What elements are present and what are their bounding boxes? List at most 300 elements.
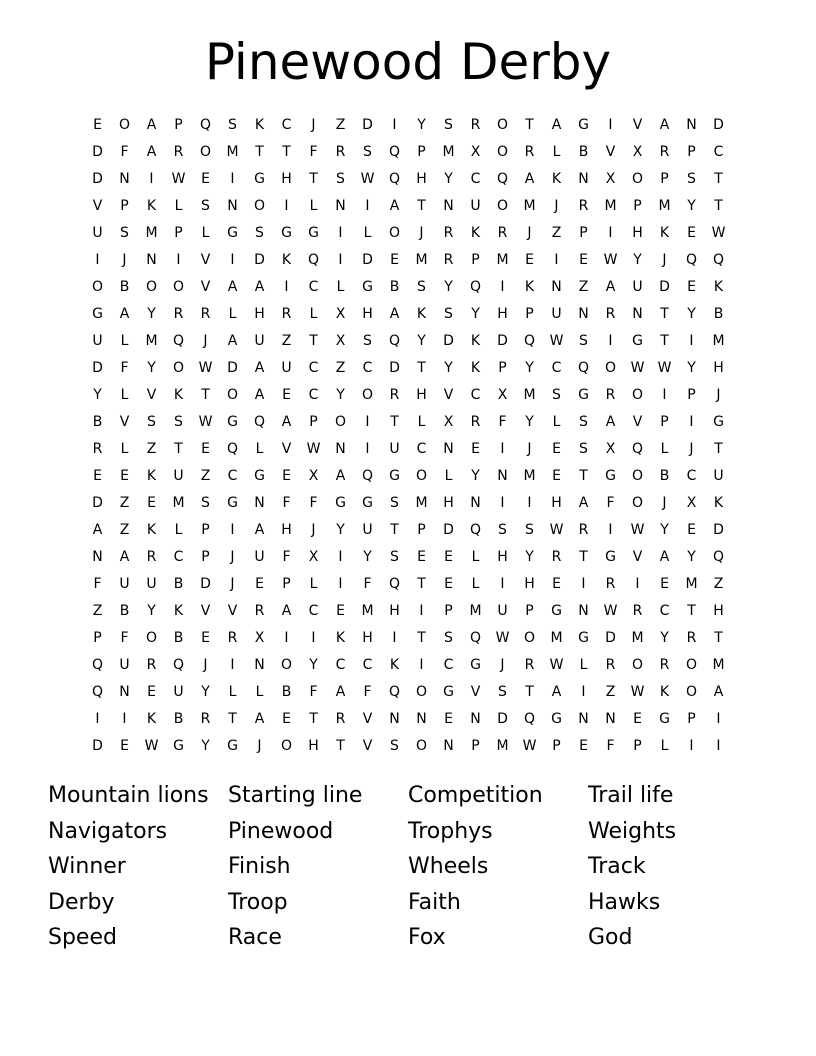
grid-letter: S	[201, 198, 210, 214]
grid-row	[84, 274, 732, 301]
grid-letter: Q	[226, 441, 239, 457]
grid-letter: U	[173, 468, 184, 484]
grid-letter: A	[254, 522, 265, 538]
grid-row	[84, 409, 732, 436]
grid-letter: M	[415, 495, 428, 511]
grid-letter: B	[713, 306, 724, 322]
grid-letter: H	[389, 603, 400, 619]
grid-letter: M	[658, 198, 671, 214]
grid-letter: O	[496, 117, 509, 133]
grid-letter: O	[145, 279, 158, 295]
word-list-item: Winner	[48, 854, 126, 879]
grid-letter: P	[201, 549, 210, 565]
grid-letter: Q	[469, 522, 482, 538]
grid-letter: J	[554, 198, 559, 214]
grid-letter: J	[203, 657, 208, 673]
grid-row	[84, 355, 732, 382]
grid-letter: R	[146, 549, 157, 565]
grid-letter: M	[145, 333, 158, 349]
grid-letter: M	[550, 630, 563, 646]
grid-letter: O	[631, 468, 644, 484]
grid-letter: T	[579, 549, 588, 565]
grid-letter: E	[201, 441, 210, 457]
grid-letter: A	[524, 171, 535, 187]
grid-letter: Q	[172, 657, 185, 673]
grid-letter: K	[173, 603, 184, 619]
grid-letter: Y	[660, 630, 669, 646]
grid-letter: Q	[253, 414, 266, 430]
grid-letter: I	[419, 603, 424, 619]
grid-letter: K	[551, 171, 562, 187]
grid-letter: J	[419, 225, 424, 241]
grid-letter: Y	[93, 387, 102, 403]
grid-letter: A	[254, 360, 265, 376]
grid-letter: I	[338, 549, 343, 565]
grid-letter: K	[146, 198, 157, 214]
grid-row	[84, 625, 732, 652]
grid-letter: G	[632, 333, 643, 349]
grid-letter: A	[146, 117, 157, 133]
grid-letter: W	[603, 252, 618, 268]
grid-letter: S	[417, 279, 426, 295]
grid-letter: W	[549, 657, 564, 673]
grid-row	[84, 706, 732, 733]
grid-row	[84, 382, 732, 409]
grid-letter: W	[630, 684, 645, 700]
grid-letter: G	[308, 225, 319, 241]
grid-letter: M	[442, 144, 455, 160]
grid-letter: N	[146, 252, 157, 268]
grid-letter: F	[93, 576, 102, 592]
grid-letter: J	[257, 738, 262, 754]
grid-letter: Y	[687, 198, 696, 214]
grid-letter: L	[660, 738, 669, 754]
word-list-item: Starting line	[228, 783, 363, 808]
grid-letter: Z	[551, 225, 562, 241]
grid-letter: C	[281, 117, 292, 133]
grid-letter: D	[443, 522, 454, 538]
grid-letter: G	[254, 468, 265, 484]
grid-letter: B	[173, 630, 184, 646]
grid-letter: Q	[577, 360, 590, 376]
grid-letter: T	[417, 576, 426, 592]
grid-letter: G	[713, 414, 724, 430]
grid-letter: Y	[201, 684, 210, 700]
grid-letter: J	[662, 495, 667, 511]
grid-letter: X	[335, 306, 346, 322]
grid-letter: L	[120, 387, 129, 403]
grid-letter: C	[308, 603, 319, 619]
grid-letter: K	[659, 225, 670, 241]
grid-letter: R	[281, 306, 292, 322]
grid-letter: D	[497, 711, 508, 727]
grid-letter: G	[659, 711, 670, 727]
page-title: Pinewood Derby	[204, 33, 612, 91]
grid-letter: S	[390, 495, 399, 511]
grid-letter: Y	[417, 333, 426, 349]
grid-letter: C	[713, 144, 724, 160]
grid-letter: K	[713, 279, 724, 295]
grid-letter: H	[551, 495, 562, 511]
grid-letter: S	[498, 684, 507, 700]
grid-letter: O	[334, 414, 347, 430]
grid-letter: X	[254, 630, 265, 646]
grid-letter: O	[415, 468, 428, 484]
grid-letter: C	[551, 360, 562, 376]
grid-letter: H	[443, 495, 454, 511]
grid-letter: Z	[92, 603, 103, 619]
grid-letter: X	[605, 441, 616, 457]
grid-letter: O	[226, 387, 239, 403]
grid-letter: G	[173, 738, 184, 754]
grid-letter: T	[336, 738, 345, 754]
grid-letter: X	[497, 387, 508, 403]
word-list-item: Trophys	[408, 818, 493, 844]
grid-letter: K	[335, 630, 346, 646]
grid-letter: E	[255, 576, 264, 592]
grid-letter: J	[230, 576, 235, 592]
grid-letter: W	[630, 360, 645, 376]
grid-letter: V	[632, 414, 643, 430]
grid-letter: D	[92, 360, 103, 376]
grid-letter: R	[335, 144, 346, 160]
grid-letter: N	[92, 549, 103, 565]
grid-letter: I	[284, 630, 289, 646]
grid-letter: Y	[444, 279, 453, 295]
grid-letter: T	[174, 441, 183, 457]
grid-letter: R	[173, 144, 184, 160]
grid-letter: D	[497, 333, 508, 349]
grid-letter: N	[389, 711, 400, 727]
grid-letter: G	[92, 306, 103, 322]
grid-letter: O	[145, 630, 158, 646]
grid-letter: S	[363, 144, 372, 160]
grid-letter: N	[551, 279, 562, 295]
grid-letter: D	[713, 522, 724, 538]
grid-letter: P	[633, 738, 642, 754]
grid-letter: Q	[631, 441, 644, 457]
grid-letter: Q	[388, 684, 401, 700]
grid-letter: A	[254, 279, 265, 295]
grid-letter: W	[630, 522, 645, 538]
grid-letter: Q	[91, 657, 104, 673]
grid-letter: F	[309, 684, 318, 700]
grid-letter: T	[714, 630, 723, 646]
grid-letter: L	[444, 468, 453, 484]
grid-letter: Y	[417, 117, 426, 133]
grid-letter: H	[362, 306, 373, 322]
word-list-item: Hawks	[588, 889, 661, 915]
word-list-item: Mountain lions	[48, 783, 209, 808]
grid-letter: G	[362, 495, 373, 511]
grid-letter: M	[361, 603, 374, 619]
grid-letter: D	[362, 252, 373, 268]
grid-letter: P	[444, 603, 453, 619]
grid-letter: Q	[388, 144, 401, 160]
grid-letter: H	[281, 522, 292, 538]
grid-letter: M	[415, 252, 428, 268]
grid-letter: P	[687, 144, 696, 160]
grid-letter: E	[579, 252, 588, 268]
grid-row	[84, 517, 732, 544]
grid-letter: U	[470, 198, 481, 214]
grid-letter: N	[497, 468, 508, 484]
grid-letter: Y	[147, 306, 156, 322]
grid-letter: W	[603, 603, 618, 619]
grid-letter: G	[227, 738, 238, 754]
grid-letter: O	[280, 738, 293, 754]
grid-letter: P	[417, 522, 426, 538]
grid-letter: J	[716, 387, 721, 403]
grid-letter: O	[604, 360, 617, 376]
grid-letter: R	[659, 657, 670, 673]
grid-letter: N	[632, 306, 643, 322]
grid-letter: B	[389, 279, 400, 295]
grid-letter: R	[227, 630, 238, 646]
grid-letter: K	[470, 360, 481, 376]
grid-letter: R	[632, 603, 643, 619]
grid-letter: Q	[712, 549, 725, 565]
grid-letter: N	[578, 711, 589, 727]
grid-letter: E	[552, 576, 561, 592]
grid-letter: S	[498, 522, 507, 538]
grid-letter: R	[200, 711, 211, 727]
grid-letter: I	[527, 495, 532, 511]
grid-letter: U	[551, 306, 562, 322]
grid-letter: R	[605, 306, 616, 322]
grid-letter: L	[471, 576, 480, 592]
grid-letter: G	[578, 387, 589, 403]
grid-letter: A	[227, 279, 238, 295]
grid-letter: P	[471, 252, 480, 268]
grid-letter: M	[145, 225, 158, 241]
grid-letter: H	[254, 306, 265, 322]
grid-row	[84, 463, 732, 490]
grid-letter: T	[309, 711, 318, 727]
grid-letter: C	[308, 387, 319, 403]
grid-letter: C	[173, 549, 184, 565]
word-list-item: Weights	[588, 818, 677, 844]
grid-letter: Q	[469, 630, 482, 646]
grid-letter: S	[579, 441, 588, 457]
grid-letter: V	[92, 198, 103, 214]
grid-letter: N	[578, 171, 589, 187]
grid-letter: G	[227, 495, 238, 511]
grid-letter: Y	[147, 603, 156, 619]
grid-letter: I	[419, 657, 424, 673]
grid-letter: Z	[578, 279, 589, 295]
grid-letter: U	[389, 441, 400, 457]
grid-letter: B	[119, 279, 130, 295]
grid-letter: B	[92, 414, 103, 430]
grid-letter: L	[309, 576, 318, 592]
word-list-item: Finish	[228, 854, 291, 879]
grid-letter: O	[361, 387, 374, 403]
grid-letter: V	[146, 387, 157, 403]
grid-letter: L	[471, 549, 480, 565]
grid-letter: F	[309, 144, 318, 160]
grid-letter: K	[713, 495, 724, 511]
grid-letter: A	[605, 279, 616, 295]
word-list-item: Race	[228, 925, 282, 950]
grid-row	[84, 652, 732, 679]
grid-letter: S	[228, 117, 237, 133]
grid-letter: F	[120, 630, 129, 646]
grid-letter: A	[254, 387, 265, 403]
grid-letter: E	[282, 711, 291, 727]
grid-letter: Q	[307, 252, 320, 268]
grid-letter: S	[390, 738, 399, 754]
grid-letter: I	[365, 441, 370, 457]
grid-letter: T	[417, 360, 426, 376]
grid-letter: G	[551, 711, 562, 727]
grid-letter: L	[228, 684, 237, 700]
grid-letter: Z	[335, 117, 346, 133]
grid-letter: U	[254, 549, 265, 565]
word-list-item: Fox	[408, 925, 446, 950]
grid-letter: Y	[363, 549, 372, 565]
grid-letter: N	[335, 441, 346, 457]
grid-letter: L	[309, 306, 318, 322]
grid-letter: E	[444, 549, 453, 565]
grid-letter: T	[228, 711, 237, 727]
grid-letter: X	[632, 144, 643, 160]
grid-letter: S	[444, 117, 453, 133]
grid-letter: L	[120, 333, 129, 349]
grid-letter: G	[605, 468, 616, 484]
word-list	[48, 778, 768, 956]
grid-letter: A	[281, 414, 292, 430]
grid-letter: X	[335, 333, 346, 349]
grid-letter: L	[255, 441, 264, 457]
grid-letter: A	[227, 333, 238, 349]
grid-letter: T	[255, 144, 264, 160]
grid-letter: I	[95, 711, 100, 727]
grid-letter: A	[578, 495, 589, 511]
word-list-item: Track	[588, 854, 646, 879]
grid-letter: P	[174, 117, 183, 133]
grid-letter: Y	[633, 252, 642, 268]
grid-letter: Q	[712, 252, 725, 268]
grid-letter: J	[311, 117, 316, 133]
grid-letter: O	[631, 657, 644, 673]
grid-letter: T	[282, 144, 291, 160]
grid-letter: U	[713, 468, 724, 484]
grid-letter: U	[92, 333, 103, 349]
grid-letter: M	[523, 198, 536, 214]
grid-letter: T	[660, 306, 669, 322]
grid-letter: E	[147, 684, 156, 700]
grid-letter: I	[284, 198, 289, 214]
grid-letter: P	[660, 171, 669, 187]
grid-letter: O	[685, 684, 698, 700]
grid-letter: I	[392, 117, 397, 133]
grid-letter: P	[660, 414, 669, 430]
grid-letter: E	[282, 387, 291, 403]
grid-letter: L	[336, 279, 345, 295]
word-list-item: Navigators	[48, 818, 168, 844]
grid-letter: N	[335, 198, 346, 214]
grid-letter: I	[689, 333, 694, 349]
grid-letter: G	[227, 414, 238, 430]
grid-row	[84, 193, 732, 220]
grid-letter: N	[686, 117, 697, 133]
grid-letter: F	[363, 576, 372, 592]
grid-letter: E	[444, 576, 453, 592]
grid-letter: I	[608, 333, 613, 349]
grid-letter: G	[389, 468, 400, 484]
grid-letter: G	[605, 549, 616, 565]
grid-letter: E	[120, 468, 129, 484]
grid-letter: H	[362, 630, 373, 646]
grid-row	[84, 490, 732, 517]
grid-letter: E	[120, 738, 129, 754]
grid-letter: Z	[281, 333, 292, 349]
grid-letter: Z	[200, 468, 211, 484]
grid-letter: M	[712, 657, 725, 673]
grid-letter: N	[227, 198, 238, 214]
grid-letter: F	[282, 549, 291, 565]
grid-letter: I	[608, 522, 613, 538]
grid-letter: V	[119, 414, 130, 430]
grid-letter: H	[416, 387, 427, 403]
grid-letter: Y	[336, 522, 345, 538]
grid-letter: R	[497, 225, 508, 241]
grid-letter: N	[119, 684, 130, 700]
grid-letter: S	[390, 549, 399, 565]
grid-letter: C	[362, 360, 373, 376]
grid-letter: V	[281, 441, 292, 457]
grid-letter: I	[338, 576, 343, 592]
grid-letter: Q	[388, 576, 401, 592]
grid-letter: K	[416, 306, 427, 322]
grid-letter: V	[227, 603, 238, 619]
grid-letter: M	[712, 333, 725, 349]
grid-letter: E	[525, 252, 534, 268]
grid-letter: A	[551, 684, 562, 700]
grid-letter: I	[338, 225, 343, 241]
grid-letter: N	[443, 738, 454, 754]
grid-letter: H	[497, 306, 508, 322]
grid-letter: F	[282, 495, 291, 511]
grid-letter: U	[281, 360, 292, 376]
grid-letter: Y	[687, 306, 696, 322]
grid-letter: E	[147, 495, 156, 511]
grid-letter: S	[444, 630, 453, 646]
grid-letter: M	[523, 387, 536, 403]
grid-letter: J	[500, 657, 505, 673]
grid-letter: Q	[388, 171, 401, 187]
grid-letter: O	[523, 630, 536, 646]
word-list-item: Troop	[228, 889, 288, 915]
grid-letter: U	[146, 576, 157, 592]
grid-letter: D	[713, 117, 724, 133]
grid-letter: L	[174, 522, 183, 538]
grid-letter: V	[200, 252, 211, 268]
grid-letter: Z	[605, 684, 616, 700]
word-list-item: Speed	[48, 925, 117, 950]
grid-letter: Z	[335, 360, 346, 376]
grid-letter: G	[578, 630, 589, 646]
grid-letter: I	[338, 252, 343, 268]
grid-letter: B	[578, 144, 589, 160]
grid-letter: E	[552, 468, 561, 484]
grid-letter: X	[308, 468, 319, 484]
grid-letter: G	[335, 495, 346, 511]
grid-letter: G	[551, 603, 562, 619]
grid-letter: V	[632, 117, 643, 133]
grid-letter: W	[144, 738, 159, 754]
